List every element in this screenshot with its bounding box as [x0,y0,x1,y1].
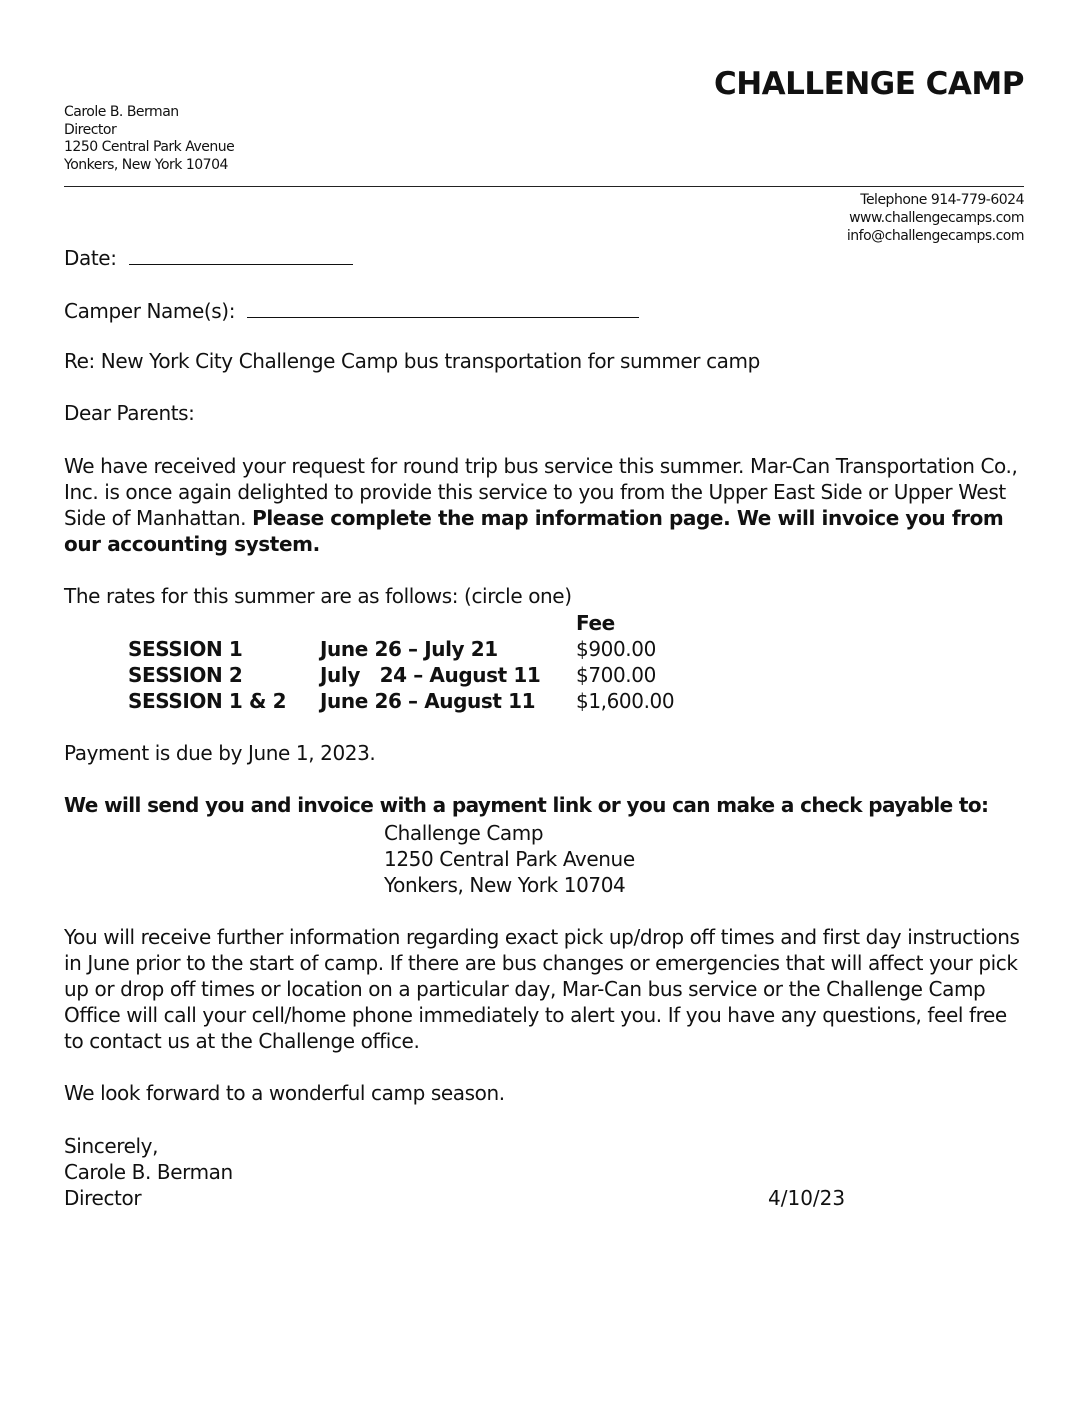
sender-city: Yonkers, New York 10704 [64,156,228,173]
signer-title: Director [64,1186,142,1210]
sign-off: Sincerely, [64,1134,159,1158]
session-fee: $700.00 [576,663,656,687]
payment-due: Payment is due by June 1, 2023. [64,741,376,765]
contact-block [847,191,1024,245]
fee-column-header: Fee [576,611,615,635]
contact-website: www.challengecamps.com [849,210,1024,226]
date-label: Date: [64,246,117,270]
salutation: Dear Parents: [64,401,195,425]
session-fee: $1,600.00 [576,689,675,713]
session-name: SESSION 1 & 2 [128,689,287,713]
letterhead-title: CHALLENGE CAMP [713,66,1024,102]
session-fee: $900.00 [576,637,656,661]
payee-city: Yonkers, New York 10704 [384,873,626,897]
payee-street: 1250 Central Park Avenue [384,847,635,871]
rates-intro: The rates for this summer are as follows: (circle one) [64,584,572,608]
camper-name-blank-line[interactable] [247,297,639,318]
camper-name-label: Camper Name(s): [64,299,236,323]
session-dates: June 26 – August 11 [320,689,536,713]
intro-regular-text: We have received your request for round trip bus service this summer. Mar-Can Transportation Co., Inc. is once again delighted to provide this service to you from the Upper East Side or Upper West Side of Manhattan. [64,454,1018,530]
payee-address [384,820,635,898]
sender-street: 1250 Central Park Avenue [64,139,235,155]
header-divider [64,186,1024,187]
payment-instruction: We will send you and invoice with a payment link or you can make a check payable to: [64,793,989,817]
intro-bold-text: Please complete the map information page. We will invoice you from our accounting system. [64,506,1004,556]
session-dates: July 24 – August 11 [320,663,541,687]
camper-field-row [64,297,639,323]
date-blank-line[interactable] [129,244,353,265]
follow-up-paragraph: You will receive further information regarding exact pick up/drop off times and first day instructions in June prior to the start of camp. If there are bus changes or emergencies that will affect your pick up or drop off times or location on a particular day, Mar-Can bus service or the Challenge Camp Office will call your cell/home phone immediately to alert you. If you have any questions, feel free to contact us at the Challenge office. [64,925,1020,1053]
sender-name: Carole B. Berman [64,104,179,120]
re-line: Re: New York City Challenge Camp bus transportation for summer camp [64,349,760,373]
intro-paragraph [64,453,1028,557]
session-dates: June 26 – July 21 [320,637,498,661]
session-name: SESSION 2 [128,663,243,687]
contact-email: info@challengecamps.com [846,228,1024,244]
signature-block [64,1133,233,1211]
session-name: SESSION 1 [128,637,243,661]
signer-name: Carole B. Berman [64,1160,233,1184]
sender-address-block [64,104,234,174]
date-field-row [64,244,353,270]
closing-line: We look forward to a wonderful camp season. [64,1081,505,1105]
contact-telephone: Telephone 914-779-6024 [860,192,1024,208]
letter-date: 4/10/23 [768,1186,846,1210]
sender-role: Director [64,121,117,138]
payee-name: Challenge Camp [384,821,544,845]
